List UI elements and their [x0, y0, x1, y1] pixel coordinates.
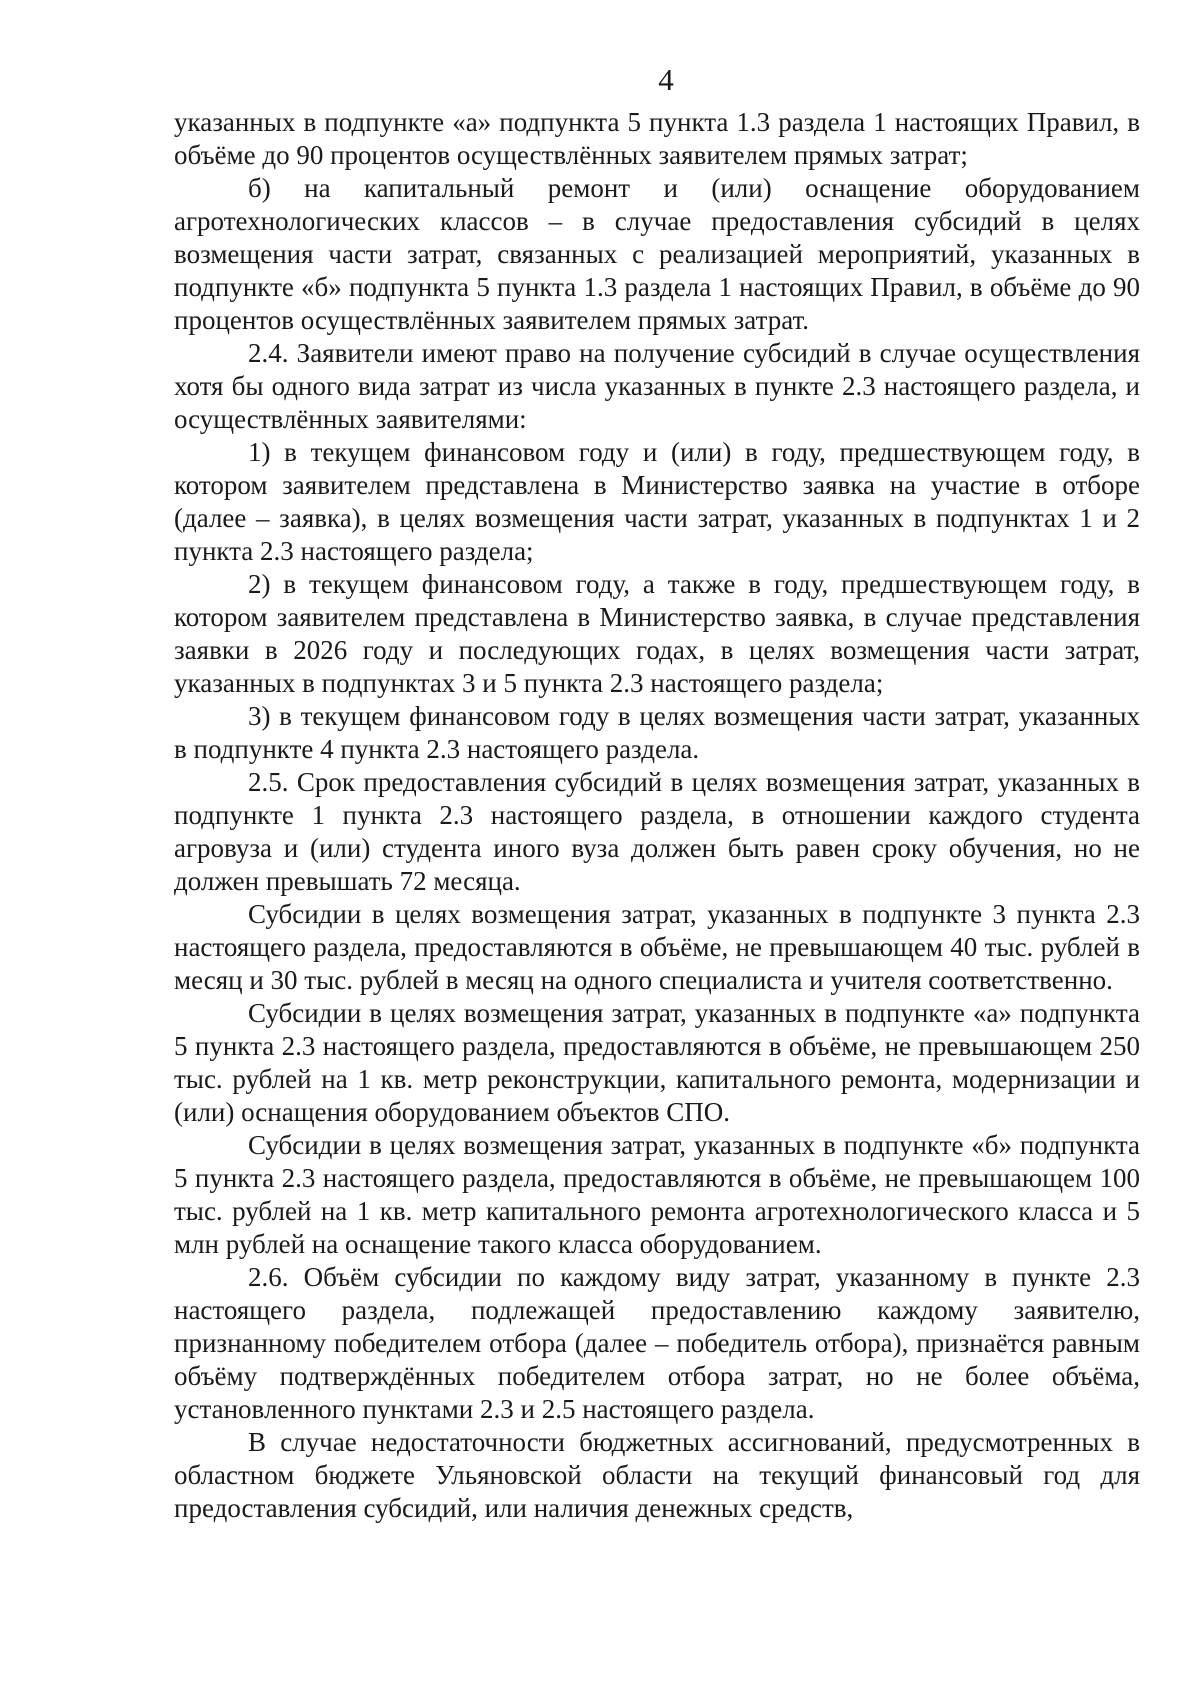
paragraph-7: 2.5. Срок предоставления субсидий в целях возмещения затрат, указанных в подпункте 1 пункта 2.3 настоящего раздела, в отношении каждого студента агровуза и (или) студента иного вуза должен быть равен сроку обучения, но не должен превышать 72 месяца. — [174, 767, 1140, 896]
paragraph-11: 2.6. Объём субсидии по каждому виду затрат, указанному в пункте 2.3 настоящего раздела, подлежащей предоставлению каждому заявителю, признанному победителем отбора (далее – победитель отбора), признаётся равным объёму подтверждённых победителем отбора затрат, но не более объёма, установленного пунктами 2.3 и 2.5 настоящего раздела. — [174, 1262, 1140, 1424]
page-number: 4 — [658, 62, 674, 97]
paragraph-4: 1) в текущем финансовом году и (или) в году, предшествующем году, в котором заявителем представлена в Министерство заявка на участие в отборе (далее – заявка), в целях возмещения части затрат, указанных в подпунктах 1 и 2 пункта 2.3 настоящего раздела; — [174, 437, 1140, 566]
paragraph-6: 3) в текущем финансовом году в целях возмещения части затрат, указанных в подпункте 4 пункта 2.3 настоящего раздела. — [174, 701, 1140, 764]
paragraph-3: 2.4. Заявители имеют право на получение субсидий в случае осуществления хотя бы одного вида затрат из числа указанных в пункте 2.3 настоящего раздела, и осуществлённых заявителями: — [174, 338, 1140, 434]
paragraph-2: б) на капитальный ремонт и (или) оснащение оборудованием агротехнологических классов – в случае предоставления субсидий в целях возмещения части затрат, связанных с реализацией мероприятий, указанных в подпункте «б» подпункта 5 пункта 1.3 раздела 1 настоящих Правил, в объёме до 90 процентов осуществлённых заявителем прямых затрат. — [174, 173, 1140, 335]
paragraph-10: Субсидии в целях возмещения затрат, указанных в подпункте «б» подпункта 5 пункта 2.3 настоящего раздела, предоставляются в объёме, не превышающем 100 тыс. рублей на 1 кв. метр капитального ремонта агротехнологического класса и 5 млн рублей на оснащение такого класса оборудованием. — [174, 1130, 1140, 1259]
paragraph-12: В случае недостаточности бюджетных ассигнований, предусмотренных в областном бюджете Ульяновской области на текущий финансовый год для предоставления субсидий, или наличия денежных средств, — [174, 1427, 1140, 1523]
paragraph-8: Субсидии в целях возмещения затрат, указанных в подпункте 3 пункта 2.3 настоящего раздела, предоставляются в объёме, не превышающем 40 тыс. рублей в месяц и 30 тыс. рублей в месяц на одного специалиста и учителя соответственно. — [174, 899, 1140, 995]
paragraph-9: Субсидии в целях возмещения затрат, указанных в подпункте «а» подпункта 5 пункта 2.3 настоящего раздела, предоставляются в объёме, не превышающем 250 тыс. рублей на 1 кв. метр реконструкции, капитального ремонта, модернизации и (или) оснащения оборудованием объектов СПО. — [174, 998, 1140, 1127]
document-body — [174, 106, 1140, 1525]
paragraph-1: указанных в подпункте «а» подпункта 5 пункта 1.3 раздела 1 настоящих Правил, в объёме до 90 процентов осуществлённых заявителем прямых затрат; — [174, 107, 1140, 170]
paragraph-5: 2) в текущем финансовом году, а также в году, предшествующем году, в котором заявителем представлена в Министерство заявка, в случае представления заявки в 2026 году и последующих годах, в целях возмещения части затрат, указанных в подпунктах 3 и 5 пункта 2.3 настоящего раздела; — [174, 569, 1140, 698]
